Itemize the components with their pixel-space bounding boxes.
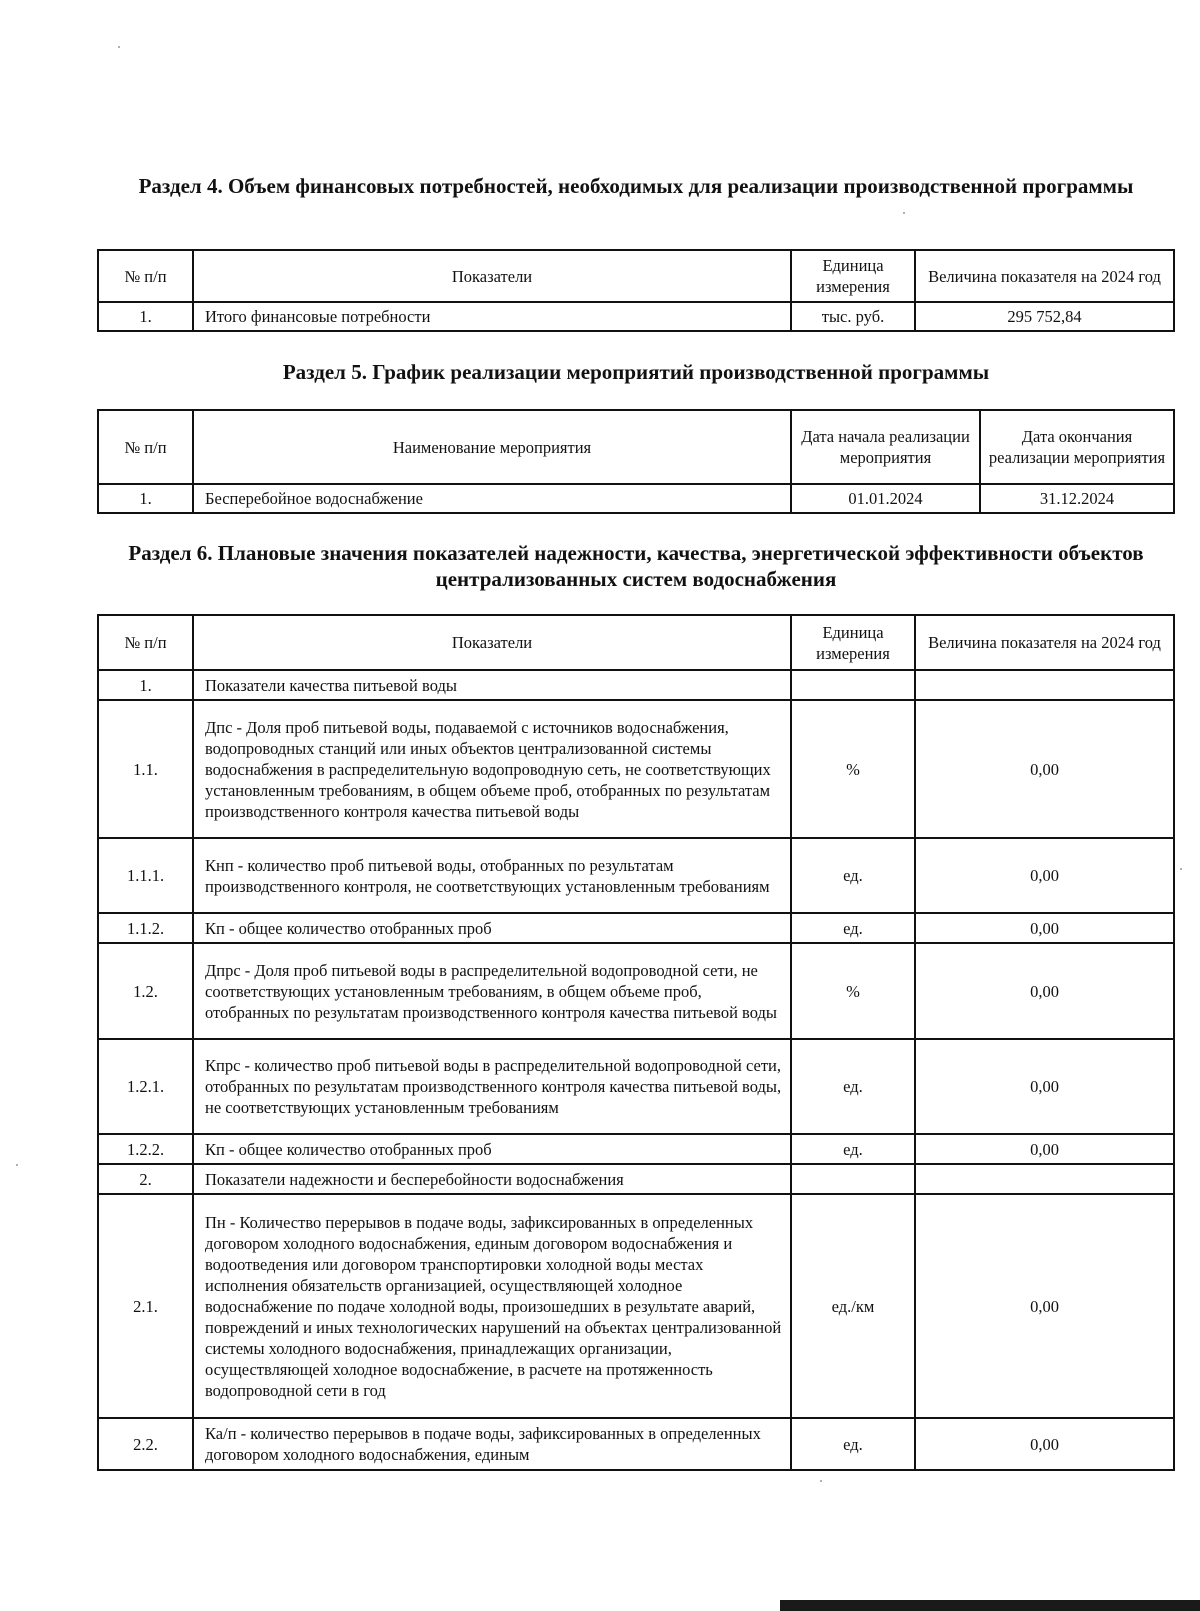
row-unit: ед. (791, 838, 915, 913)
row-num: 1. (98, 302, 193, 331)
col-header-start: Дата начала реализации мероприятия (791, 410, 980, 484)
scan-speck (16, 1164, 18, 1166)
row-name: Дпс - Доля проб питьевой воды, подаваемой с источников водоснабжения, водопроводных станций или иных объектов централизованной системы водоснабжения в распределительную водопроводную сеть, не соответствующих установленным требованиям, в общем объеме проб, отобранных по результатам производственного контроля качества питьевой воды (193, 700, 791, 838)
row-unit (791, 1164, 915, 1194)
row-num: 1. (98, 670, 193, 700)
section5-title: Раздел 5. График реализации мероприятий производственной программы (282, 360, 990, 384)
row-name: Ка/п - количество перерывов в подаче воды, зафиксированных в определенных договором холодного водоснабжения, единым (193, 1418, 791, 1470)
col-header-indicator: Показатели (193, 615, 791, 670)
table-row (98, 670, 1174, 700)
scan-speck (903, 212, 905, 214)
table-header-row (98, 250, 1174, 302)
col-header-end: Дата окончания реализации мероприятия (980, 410, 1174, 484)
row-num: 1.2.2. (98, 1134, 193, 1164)
table-header-row (98, 410, 1174, 484)
scan-bottom-edge (780, 1600, 1200, 1611)
row-num: 1. (98, 484, 193, 513)
row-name: Кнп - количество проб питьевой воды, отобранных по результатам производственного контроля, не соответствующих установленным требованиям (193, 838, 791, 913)
row-name: Показатели надежности и бесперебойности водоснабжения (193, 1164, 791, 1194)
section6-title: Раздел 6. Плановые значения показателей надежности, качества, энергетической эффективности объектов централизованных систем водоснабжения (128, 541, 1144, 591)
table-row (98, 1418, 1174, 1470)
row-value: 0,00 (915, 943, 1174, 1039)
row-value (915, 1164, 1174, 1194)
row-num: 1.2.1. (98, 1039, 193, 1134)
row-value: 295 752,84 (915, 302, 1174, 331)
row-name: Кп - общее количество отобранных проб (193, 913, 791, 943)
table-row (98, 913, 1174, 943)
table-row (98, 484, 1174, 513)
row-value: 0,00 (915, 1418, 1174, 1470)
row-num: 1.1. (98, 700, 193, 838)
row-num: 1.1.2. (98, 913, 193, 943)
row-value: 0,00 (915, 1039, 1174, 1134)
table-row (98, 1164, 1174, 1194)
row-unit: ед. (791, 1418, 915, 1470)
col-header-num: № п/п (98, 250, 193, 302)
col-header-value: Величина показателя на 2024 год (915, 615, 1174, 670)
col-header-num: № п/п (98, 410, 193, 484)
row-unit (791, 670, 915, 700)
table-row (98, 1134, 1174, 1164)
col-header-value: Величина показателя на 2024 год (915, 250, 1174, 302)
table-row (98, 700, 1174, 838)
table-row (98, 1194, 1174, 1418)
table-row (98, 943, 1174, 1039)
col-header-unit: Единица измерения (791, 250, 915, 302)
scan-speck (1180, 868, 1182, 870)
row-value: 0,00 (915, 1194, 1174, 1418)
table-row (98, 838, 1174, 913)
col-header-event: Наименование мероприятия (193, 410, 791, 484)
row-num: 2.2. (98, 1418, 193, 1470)
table-row (98, 302, 1174, 331)
row-start: 01.01.2024 (791, 484, 980, 513)
scan-speck (820, 1480, 822, 1482)
row-value: 0,00 (915, 700, 1174, 838)
scan-speck (118, 46, 120, 48)
section5-table (97, 409, 1175, 514)
row-name: Показатели качества питьевой воды (193, 670, 791, 700)
row-num: 1.2. (98, 943, 193, 1039)
col-header-indicator: Показатели (193, 250, 791, 302)
row-num: 2. (98, 1164, 193, 1194)
row-unit: ед./км (791, 1194, 915, 1418)
table-header-row (98, 615, 1174, 670)
row-name: Кпрс - количество проб питьевой воды в распределительной водопроводной сети, отобранных по результатам производственного контроля качества питьевой воды, не соответствующих установленным требованиям (193, 1039, 791, 1134)
row-unit: тыс. руб. (791, 302, 915, 331)
section4-table (97, 249, 1175, 332)
row-unit: ед. (791, 913, 915, 943)
table-row (98, 1039, 1174, 1134)
row-unit: ед. (791, 1039, 915, 1134)
row-end: 31.12.2024 (980, 484, 1174, 513)
row-name: Бесперебойное водоснабжение (193, 484, 791, 513)
row-unit: ед. (791, 1134, 915, 1164)
row-unit: % (791, 700, 915, 838)
row-num: 1.1.1. (98, 838, 193, 913)
row-value (915, 670, 1174, 700)
row-value: 0,00 (915, 838, 1174, 913)
row-value: 0,00 (915, 1134, 1174, 1164)
col-header-num: № п/п (98, 615, 193, 670)
row-name: Итого финансовые потребности (193, 302, 791, 331)
col-header-unit: Единица измерения (791, 615, 915, 670)
row-name: Кп - общее количество отобранных проб (193, 1134, 791, 1164)
row-num: 2.1. (98, 1194, 193, 1418)
row-name: Дпрс - Доля проб питьевой воды в распределительной водопроводной сети, не соответствующих установленным требованиям, в общем объеме проб, отобранных по результатам производственного контроля качества питьевой воды (193, 943, 791, 1039)
section4-title: Раздел 4. Объем финансовых потребностей, необходимых для реализации производственной программы (138, 174, 1134, 198)
section6-table (97, 614, 1175, 1471)
row-value: 0,00 (915, 913, 1174, 943)
row-name: Пн - Количество перерывов в подаче воды, зафиксированных в определенных договором холодного водоснабжения, единым договором водоснабжения и водоотведения или договором транспортировки холодной воды местах исполнения обязательств организацией, осуществляющей холодное водоснабжение по подаче холодной воды, произошедших в результате аварий, повреждений и иных технологических нарушений на объектах централизованной системы холодного водоснабжения, принадлежащих организации, осуществляющей холодное водоснабжение, в расчете на протяженность водопроводной сети в год (193, 1194, 791, 1418)
row-unit: % (791, 943, 915, 1039)
